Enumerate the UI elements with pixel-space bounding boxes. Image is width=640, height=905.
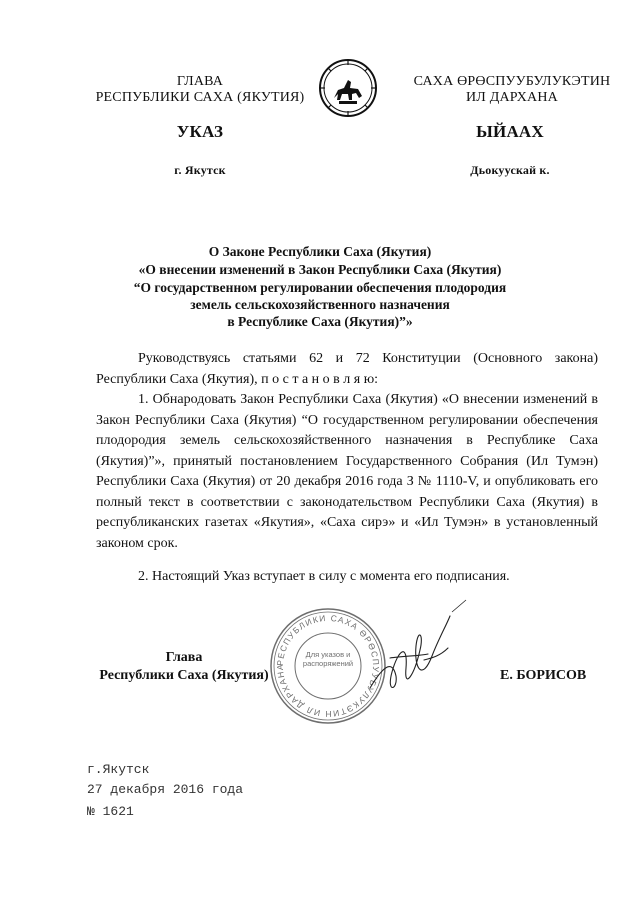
signatory-title-line1: Глава [165, 650, 203, 665]
footer-city: г.Якутск [87, 762, 150, 777]
decree-item-2: 2. Настоящий Указ вступает в силу с момента его подписания. [138, 569, 510, 584]
stamp-center-text: Для указов и распоряжений [302, 650, 354, 668]
doc-type-sah: ЫЙААХ [476, 122, 544, 141]
title-line-2: «О внесении изменений в Закон Республики Саха (Якутия) [138, 262, 502, 277]
city-ru: г. Якутск [174, 163, 226, 177]
footer-number: № 1621 [87, 804, 134, 819]
signatory-title-line2: Республики Саха (Якутия) [99, 668, 269, 683]
city-sah: Дьокуускай к. [470, 163, 550, 177]
doc-type-ru: УКАЗ [176, 122, 224, 141]
issuer-ru-line1: ГЛАВА [176, 74, 224, 89]
issuer-sah-line1: САХА ӨРӨСПУУБУЛУКЭТИН [413, 74, 611, 89]
issuer-ru-line2: РЕСПУБЛИКИ САХА (ЯКУТИЯ) [95, 90, 305, 105]
stamp-ring-text: РЕСПУБЛИКИ САХА ӨРӨСПУУБУЛУКЭТИН ИЛ ДАРХАНА [274, 612, 382, 720]
decree-item-1: 1. Обнародовать Закон Республики Саха (Якутия) «О внесении изменений в Закон Республики Саха (Якутия) “О государственном регулировании обеспечения плодородия земель сельскохозяйственного назначения в Республике Саха (Якутия)”», принятый постановлением Государственного Собрания (Ил Тумэн) Республики Саха (Якутия) от 20 декабря 2016 года З № 1110-V, и опубликовать его полный текст в соответствии с законодательством Республики Саха (Якутия) в республиканских газетах «Якутия», «Саха сирэ» и «Ил Тумэн» в установленный законом срок. [96, 392, 598, 551]
issuer-sah-line2: ИЛ ДАРХАНА [465, 90, 558, 105]
title-line-4: земель сельскохозяйственного назначения [190, 297, 450, 312]
title-line-3: “О государственном регулировании обеспечения плодородия [133, 280, 507, 295]
coat-of-arms-emblem [318, 58, 378, 118]
title-line-1: О Законе Республики Саха (Якутия) [208, 244, 432, 259]
decree-intro-paragraph: Руководствуясь статьями 62 и 72 Конституции (Основного закона) Республики Саха (Якутия), п о с т а н о в л я ю: [96, 351, 598, 387]
footer-date: 27 декабря 2016 года [87, 782, 244, 797]
title-line-5: в Республике Саха (Якутия)”» [227, 314, 413, 329]
signatory-name: Е. БОРИСОВ [500, 668, 587, 683]
handwritten-signature [362, 598, 472, 708]
